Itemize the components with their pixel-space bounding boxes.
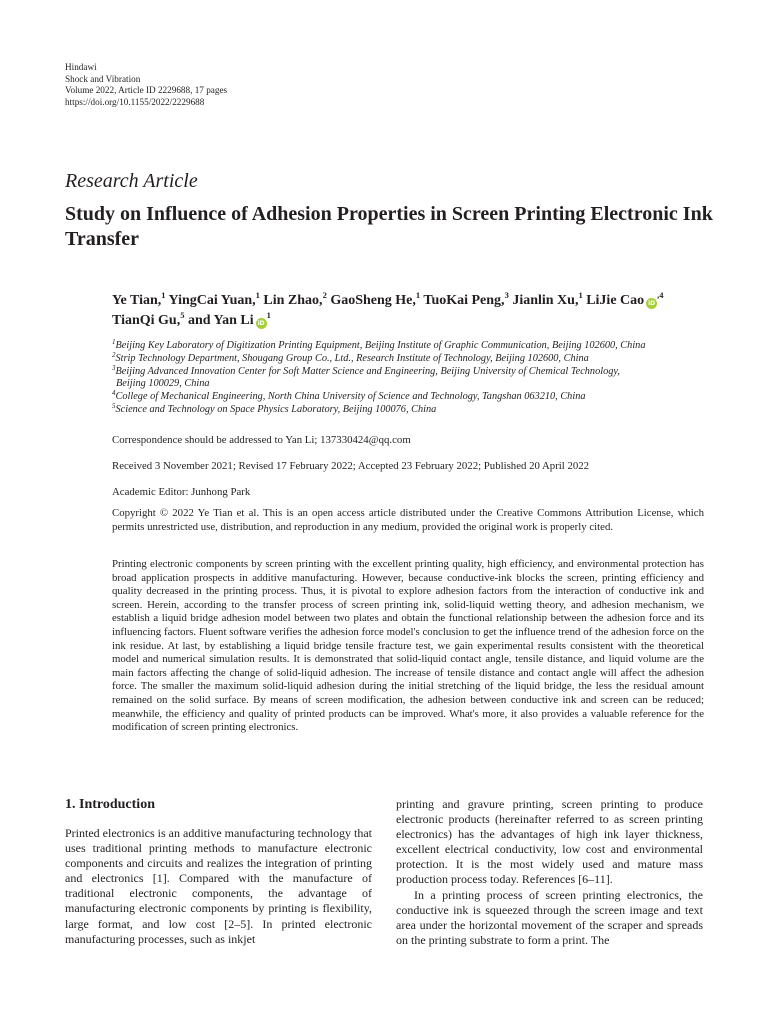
journal-name: Shock and Vibration: [65, 73, 141, 84]
author[interactable]: Lin Zhao,$^2$: [263, 290, 327, 308]
section-heading: 1. Introduction: [65, 797, 155, 812]
paragraph: In a printing process of screen printing electronics, the conductive ink is squeezed through the screen image and text area under the horizontal movement of the scraper and spreads on the printing substrate to form a print. The: [396, 887, 703, 947]
author[interactable]: TuoKai Peng,$^3$: [423, 290, 509, 308]
affiliation: $^1$Beijing Key Laboratory of Digitization Printing Equipment, Beijing Institute of Graphic Communication, Beijing 102600, China: [112, 338, 646, 351]
author-list: [112, 291, 712, 331]
affiliation-continuation: Beijing 100029, China: [116, 378, 210, 390]
affiliation: $^4$College of Mechanical Engineering, North China University of Science and Technology, Tangshan 063210, China: [112, 389, 586, 403]
publisher-name: Hindawi: [65, 62, 97, 72]
author[interactable]: TianQi Gu,$^5$: [112, 310, 185, 328]
article-title: Study on Influence of Adhesion Properties in Screen Printing Electronic Ink Transfer: [65, 203, 713, 250]
affiliation: $^5$Science and Technology on Space Physics Laboratory, Beijing 100076, China: [112, 401, 437, 415]
author[interactable]: GaoSheng He,$^1$: [330, 290, 421, 308]
author[interactable]: LiJie Cao $iD^{,4}$: [586, 290, 664, 308]
abstract: Printing electronic components by screen printing with the excellent printing quality, high efficiency, and environmental protection has broad application prospects in additive manufacturing. However, because conductive-ink blocks the screen, printing efficiency and quality decreased in the printing process. Thus, it is pivotal to explore adhesion factors from the interaction of conductive ink and screen. Herein, according to the transfer process of screen printing ink, solid-liquid wetting theory, and adhesion mechanism, we establish a liquid bridge adhesion model between two plates and obtain the functional relationship between the adhesion force and its influencing factors. Fluent software verifies the adhesion force model's conclusion to get the influence trend of the adhesion force on the ink residue. At last, by establishing a liquid bridge tensile fracture test, we gain experimental results consistent with the theoretical model and numerical simulation results. It is demonstrated that solid-liquid contact angle, tensile distance, and liquid volume are the main factors affecting the change of solid-liquid adhesion. The increase of tensile distance and contact angle will affect the adhesion force. The smaller the maximum solid-liquid adhesion during the initial stretching of the liquid bridge, the less the residual amount remained on the solid surface. By means of screen modification, the adhesion between conductive ink and screen can be reduced; meanwhile, the efficiency and quality of printed products can be improved. What's more, it also provides a valuable reference for the modification of screen printing electronics.: [112, 558, 704, 734]
paragraph: printing and gravure printing, screen printing to produce electronic products (hereinafter referred to as screen printing electronics) has the advantages of high ink layer thickness, excellent electrical conductivity, low cost and environmental protection. It is the most widely used and mature mass production process today. References [6–11].: [396, 797, 703, 887]
academic-editor: Academic Editor: Junhong Park: [112, 486, 251, 498]
author[interactable]: Ye Tian,$^1$: [112, 290, 166, 308]
author[interactable]: YingCai Yuan,$^1$: [168, 290, 260, 308]
author[interactable]: and Yan Li $iD^1$: [187, 310, 271, 328]
copyright-notice: Copyright © 2022 Ye Tian et al. This is an open access article distributed under the Creative Commons Attribution License, which permits unrestricted use, distribution, and reproduction in any medium, provided the original work is properly cited.: [112, 507, 704, 533]
body-text-right-column: [396, 797, 703, 948]
volume-info: Volume 2022, Article ID 2229688, 17 pages: [65, 85, 228, 96]
author[interactable]: Jianlin Xu,$^1$: [512, 290, 583, 308]
doi-link[interactable]: https://doi.org/10.1155/2022/2229688: [65, 96, 205, 107]
body-text-left-column: Printed electronics is an additive manufacturing technology that uses traditional printing methods to manufacture electronic components and circuits and realizes the integration of printing and electronics [1]. Compared with the manufacture of traditional electronic components, the advantage of manufacturing electronic components by printing is flexibility, large format, and low cost [2–5]. In printed electronic manufacturing processes, such as inkjet: [65, 826, 372, 946]
orcid-icon[interactable]: iD: [257, 320, 265, 327]
journal-header: [65, 62, 227, 108]
correspondence-line: Correspondence should be addressed to Yan Li; 137330424@qq.com: [112, 434, 411, 446]
affiliation: $^3$Beijing Advanced Innovation Center for Soft Matter Science and Engineering, Beijing University of Chemical Technology,: [112, 363, 620, 377]
affiliation: $^2$Strip Technology Department, Shougang Group Co., Ltd., Research Institute of Technology, Beijing 102600, China: [112, 350, 589, 364]
orcid-icon[interactable]: iD: [648, 300, 656, 307]
affiliation-list: [112, 340, 712, 417]
article-type: Research Article: [65, 170, 198, 192]
publication-dates: Received 3 November 2021; Revised 17 February 2022; Accepted 23 February 2022; Published 20 April 2022: [112, 460, 590, 472]
